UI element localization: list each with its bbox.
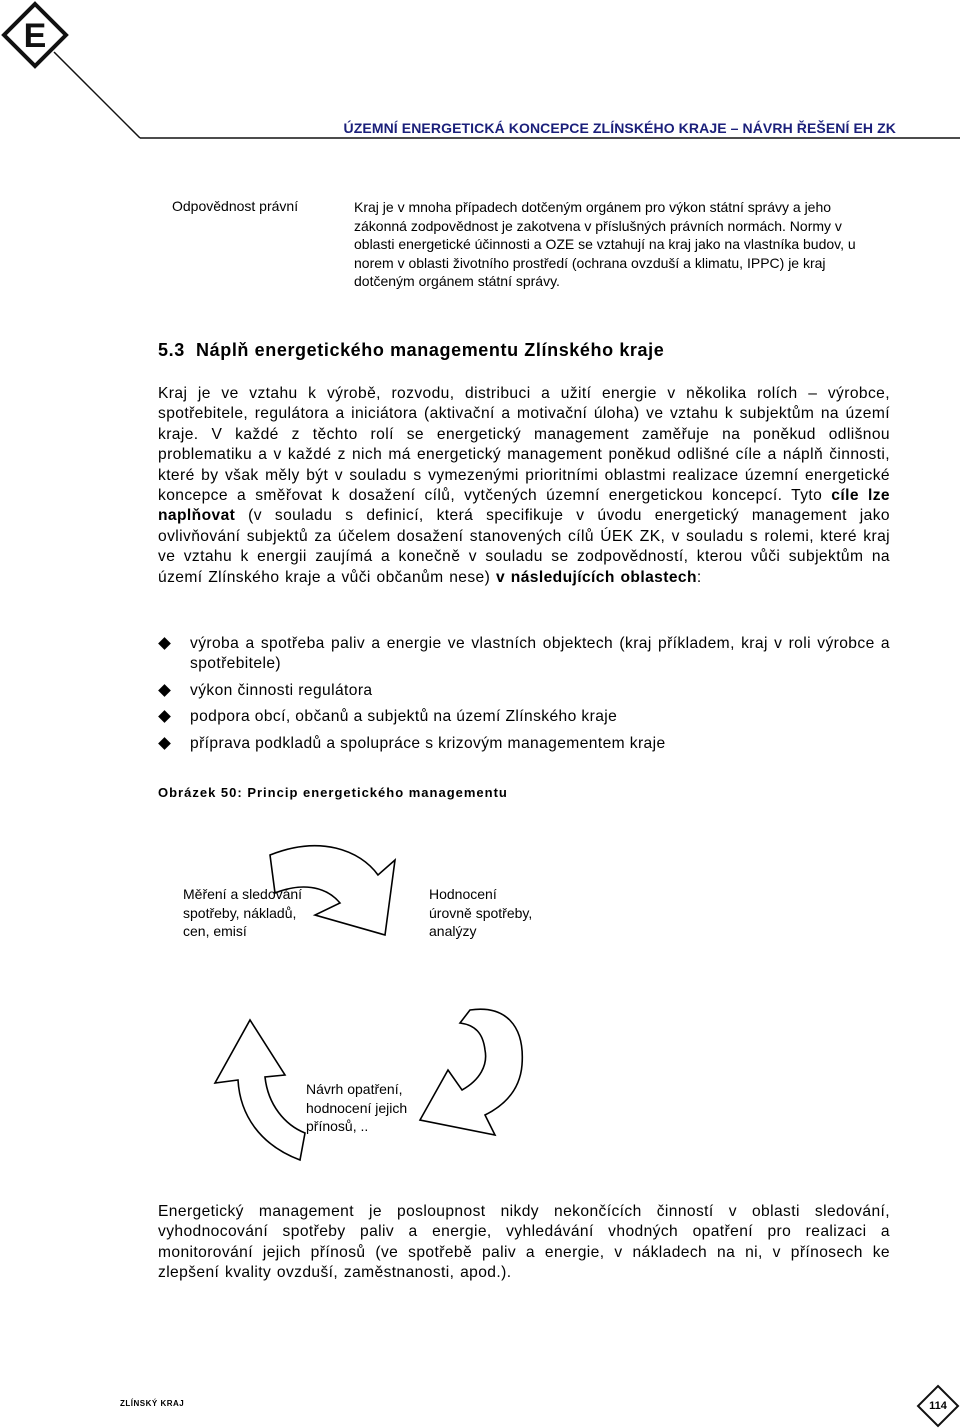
main-paragraph-bold2: v následujících oblastech xyxy=(495,568,697,586)
footer-org-name: ZLÍNSKÝ KRAJ xyxy=(120,1399,185,1408)
diamond-bullet-icon xyxy=(158,737,171,750)
main-paragraph-part1: Kraj je ve vztahu k výrobě, rozvodu, distribuci a užití energie v několika rolích – výrobce, spotřebitele, regulátora a iniciátora (aktivační a motivační úloha) ve vztahu k subjektům na území kraje. V každé z těchto rolí se energetický management zaměřuje na poněkud odlišnou problematiku a v každé z nich má energetický management poněkud odlišné cíle a náplň činnosti, které by však měly být v souladu s vymezenými prioritními oblastmi realizace územní energetické koncepce a směřovat k dosažení cílů, vytčených územní energetickou koncepcí. Tyto xyxy=(158,385,890,505)
diamond-bullet-icon xyxy=(158,637,171,650)
main-paragraph-bold1: cíle lze naplňovat xyxy=(158,487,890,525)
diamond-bullet-icon xyxy=(158,684,171,697)
closing-paragraph: Energetický management je posloupnost nikdy nekončících činností v oblasti sledování, vyhodnocování spotřeby paliv a energie, vyhledávání vhodných opatření pro realizaci a monitorování jejich přínosů (ve spotřebě paliv a energie, v nákladech na ni, v přínosech ke zlepšení kvality ovzduší, zaměstnanosti, apod.). xyxy=(158,1203,890,1282)
main-paragraph-part3: : xyxy=(696,568,702,586)
bullet-list xyxy=(158,634,890,760)
section-number: 5.3 xyxy=(158,340,185,360)
main-paragraph xyxy=(158,384,890,588)
cycle-arrow-left xyxy=(215,1020,305,1160)
page-number: 114 xyxy=(929,1400,947,1412)
list-item: podpora obcí, občanů a subjektů na území Zlínského kraje xyxy=(158,707,890,727)
diagram-label-evaluate: Hodnocení úrovně spotřeby, analýzy xyxy=(429,886,533,939)
list-item: příprava podkladů a spolupráce s krizovým managementem kraje xyxy=(158,734,890,754)
section-heading xyxy=(158,340,664,361)
diamond-bullet-icon xyxy=(158,710,171,723)
main-paragraph-part2: (v souladu s definicí, která specifikuje v úvodu energetický management jako ovlivňování subjektů za účelem dosažení stanovených cílů ÚEK ZK, v souladu s rolemi, které kraj ve vztahu k energii zaujímá a konečně v souladu se zodpovědností, kterou vůči subjektům na území Zlínského kraje a vůči občanům nese) xyxy=(158,507,890,586)
diagram-label-measure: Měření a sledování spotřeby, nákladů, cen, emisí xyxy=(183,886,303,939)
figure-caption: Obrázek 50: Princip energetického managementu xyxy=(158,785,508,800)
header-title: ÚZEMNÍ ENERGETICKÁ KONCEPCE ZLÍNSKÉHO KRAJE – NÁVRH ŘEŠENÍ EH ZK xyxy=(343,120,896,136)
logo-letter: E xyxy=(23,17,47,55)
diagram-label-proposal: Návrh opatření, hodnocení jejich přínosů, .. xyxy=(306,1081,408,1134)
header-rule xyxy=(0,0,960,160)
list-item: výkon činnosti regulátora xyxy=(158,681,890,701)
section-title: Náplň energetického managementu Zlínského kraje xyxy=(196,340,665,360)
responsibility-label: Odpovědnost právní xyxy=(172,198,299,214)
cycle-diagram xyxy=(150,815,710,1200)
responsibility-text: Kraj je v mnoha případech dotčeným orgánem pro výkon státní správy a jeho zákonná zodpovědnost je zakotvena v příslušných právních normách. Normy v oblasti energetické účinnosti a OZE se vztahují na kraj jako na vlastníka budov, u norem v oblasti životního prostředí (ochrana ovzduší a klimatu, IPPC) je kraj dotčeným orgánem státní správy. xyxy=(354,199,856,290)
list-item: výroba a spotřeba paliv a energie ve vlastních objektech (kraj příkladem, kraj v roli výrobce a spotřebitele) xyxy=(158,634,890,675)
